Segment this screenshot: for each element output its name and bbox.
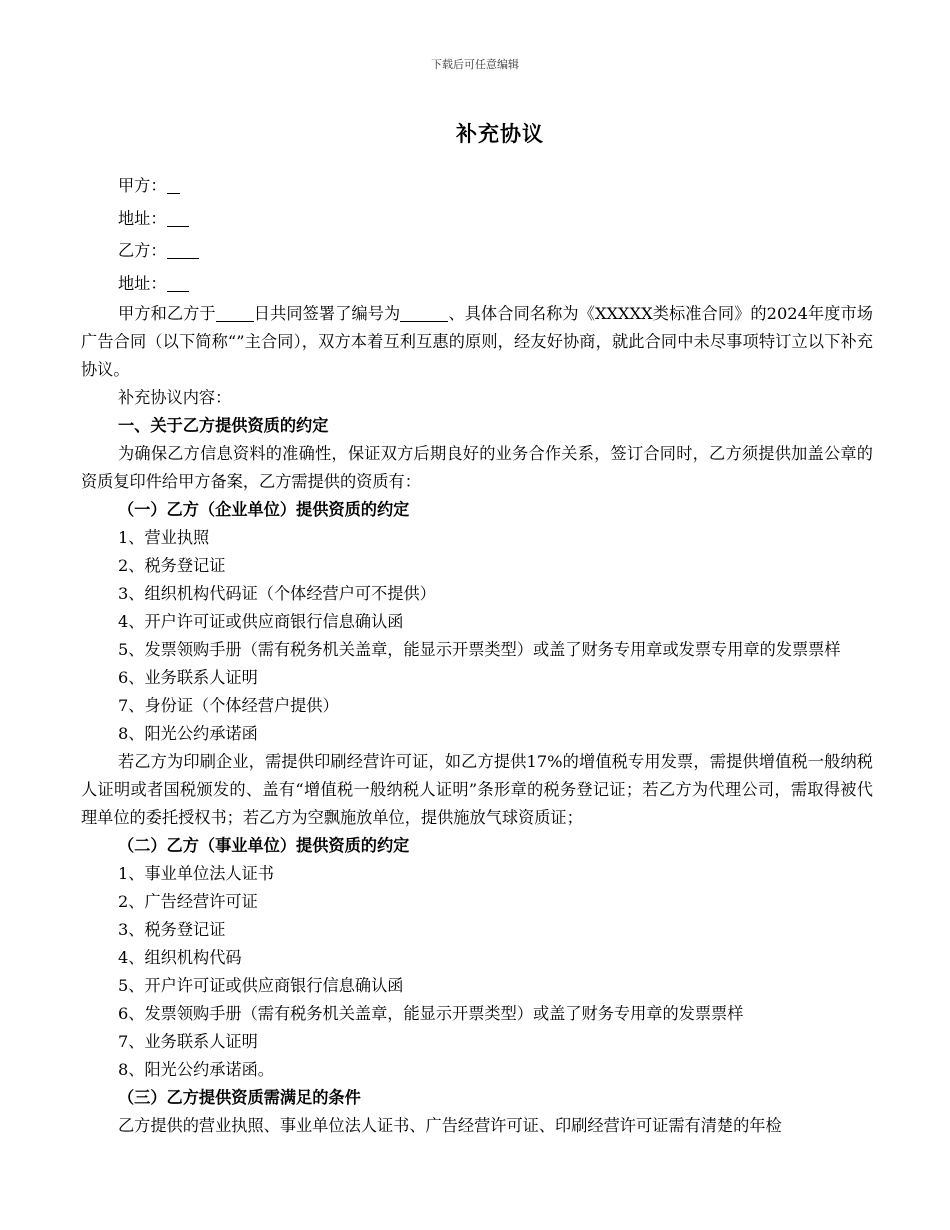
date-blank bbox=[216, 303, 254, 322]
party-a-address-blank bbox=[167, 208, 189, 227]
sub2-item: 2、广告经营许可证 bbox=[118, 892, 258, 911]
header-note: 下载后可任意编辑 bbox=[431, 58, 519, 71]
sub2-item: 1、事业单位法人证书 bbox=[118, 864, 274, 883]
supplement-label: 补充协议内容： bbox=[118, 388, 232, 407]
contract-number-blank bbox=[400, 303, 448, 322]
party-a-blank bbox=[167, 175, 180, 194]
document-body bbox=[81, 170, 873, 1140]
intro-text-2: 日共同签署了编号为 bbox=[253, 304, 401, 323]
sub1-heading: （一）乙方（企业单位）提供资质的约定 bbox=[118, 500, 410, 519]
sub1-item: 4、开户许可证或供应商银行信息确认函 bbox=[118, 612, 404, 631]
party-b-address-line bbox=[81, 268, 873, 301]
section1-body: 为确保乙方信息资料的准确性，保证双方后期良好的业务合作关系，签订合同时，乙方须提供加盖公章的资质复印件给甲方备案，乙方需提供的资质有： bbox=[81, 444, 873, 491]
party-a-address-label: 地址： bbox=[118, 208, 167, 228]
party-b-blank bbox=[167, 240, 199, 259]
party-b-address-blank bbox=[167, 273, 189, 292]
sub1-item: 7、身份证（个体经营户提供） bbox=[118, 696, 339, 715]
sub1-item: 5、发票领购手册（需有税务机关盖章，能显示开票类型）或盖了财务专用章或发票专用章的发票票样 bbox=[118, 640, 841, 659]
sub2-item: 3、税务登记证 bbox=[118, 920, 226, 939]
intro-paragraph bbox=[81, 300, 873, 384]
intro-text-1: 甲方和乙方于 bbox=[118, 304, 216, 323]
party-a-line bbox=[81, 170, 873, 203]
party-a-address-line bbox=[81, 203, 873, 236]
sub2-item: 6、发票领购手册（需有税务机关盖章，能显示开票类型）或盖了财务专用章的发票票样 bbox=[118, 1004, 744, 1023]
party-a-label: 甲方： bbox=[118, 176, 167, 195]
sub2-item: 7、业务联系人证明 bbox=[118, 1032, 258, 1051]
section1-heading: 一、关于乙方提供资质的约定 bbox=[118, 416, 329, 435]
sub2-item: 4、组织机构代码 bbox=[118, 948, 242, 967]
party-b-line bbox=[81, 235, 873, 268]
sub1-item: 6、业务联系人证明 bbox=[118, 668, 258, 687]
sub1-note: 若乙方为印刷企业，需提供印刷经营许可证，如乙方提供17%的增值税专用发票，需提供增值税一般纳税人证明或者国税颁发的、盖有“增值税一般纳税人证明”条形章的税务登记证；若乙方为代理公司，需取得被代理单位的委托授权书；若乙方为空飘施放单位，提供施放气球资质证； bbox=[81, 752, 873, 827]
sub1-item: 8、阳光公约承诺函 bbox=[118, 724, 258, 743]
sub2-item: 8、阳光公约承诺函。 bbox=[118, 1060, 274, 1079]
party-b-label: 乙方： bbox=[118, 241, 167, 260]
sub2-item: 5、开户许可证或供应商银行信息确认函 bbox=[118, 976, 404, 995]
document-title: 补充协议 bbox=[456, 121, 544, 146]
sub2-heading: （二）乙方（事业单位）提供资质的约定 bbox=[118, 836, 410, 855]
sub3-body: 乙方提供的营业执照、事业单位法人证书、广告经营许可证、印刷经营许可证需有清楚的年检 bbox=[118, 1116, 782, 1135]
sub3-heading: （三）乙方提供资质需满足的条件 bbox=[118, 1088, 361, 1107]
sub1-item: 3、组织机构代码证（个体经营户可不提供） bbox=[118, 584, 436, 603]
sub1-item: 2、税务登记证 bbox=[118, 556, 226, 575]
party-b-address-label: 地址： bbox=[118, 273, 167, 293]
intro-text-3: 、具体合同名称为《XXXXX类标准合同》的2024年度市场广告合同（以下简称“”主合同），双方本着互利互惠的原则，经友好协商，就此合同中未尽事项特订立以下补充协议。 bbox=[81, 304, 873, 379]
sub1-item: 1、营业执照 bbox=[118, 528, 210, 547]
